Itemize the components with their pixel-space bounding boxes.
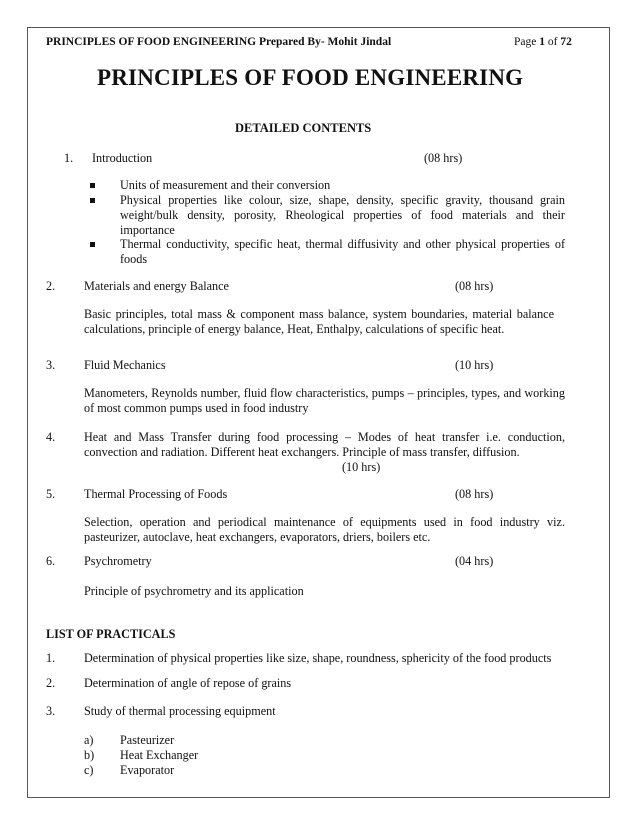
section-hours: (04 hrs)	[455, 554, 494, 568]
section-hours: (08 hrs)	[455, 487, 494, 501]
section-hours: (08 hrs)	[424, 151, 463, 165]
practical-number: 3.	[46, 704, 56, 718]
page-number	[514, 36, 572, 48]
bullet-icon	[90, 242, 95, 247]
subitem-letter: b)	[84, 748, 95, 762]
practical-text: Determination of physical properties like size, shape, roundness, sphericity of the food products	[84, 651, 552, 665]
section-hours: (08 hrs)	[455, 279, 494, 293]
section-hours: (10 hrs)	[455, 358, 494, 372]
page-prefix: Page	[514, 36, 540, 48]
section-number: 6.	[46, 554, 56, 568]
bullet-text: Units of measurement and their conversion	[120, 178, 331, 192]
page-of: of	[544, 36, 561, 48]
running-header: PRINCIPLES OF FOOD ENGINEERING Prepared By- Mohit Jindal	[46, 36, 392, 48]
practical-text: Determination of angle of repose of grains	[84, 676, 292, 690]
section-title: Thermal Processing of Foods	[84, 487, 228, 501]
section-title: Fluid Mechanics	[84, 358, 166, 372]
page-current: 1	[539, 36, 545, 48]
document-title: PRINCIPLES OF FOOD ENGINEERING	[97, 65, 524, 90]
section-number: 5.	[46, 487, 56, 501]
practical-number: 1.	[46, 651, 56, 665]
section-number: 4.	[46, 430, 56, 444]
section-title: Psychrometry	[84, 554, 152, 568]
contents-heading: DETAILED CONTENTS	[235, 121, 372, 135]
practical-number: 2.	[46, 676, 56, 690]
bullet-icon	[90, 198, 95, 203]
section-number: 1.	[64, 151, 74, 165]
section-hours: (10 hrs)	[342, 460, 381, 474]
section-body: Principle of psychrometry and its application	[84, 584, 304, 598]
section-body: Selection, operation and periodical maintenance of equipments used in food industry viz. pasteurizer, autoclave, heat exchangers, evaporators, driers, boilers etc.	[84, 515, 565, 545]
section-number: 2.	[46, 279, 56, 293]
page-total: 72	[560, 36, 572, 48]
practical-text: Study of thermal processing equipment	[84, 704, 276, 718]
section-body: Basic principles, total mass & component mass balance, system boundaries, material balance calculations, principle of energy balance, Heat, Enthalpy, calculations of specific heat.	[84, 307, 554, 337]
section-body: Heat and Mass Transfer during food processing – Modes of heat transfer i.e. conduction, convection and radiation. Different heat exchangers. Principle of mass transfer, diffusion.	[84, 430, 565, 460]
subitem-letter: a)	[84, 733, 94, 747]
bullet-icon	[90, 183, 95, 188]
bullet-text: Thermal conductivity, specific heat, thermal diffusivity and other physical properties of foods	[120, 237, 565, 267]
subitem-letter: c)	[84, 763, 94, 777]
section-title: Introduction	[92, 151, 153, 165]
section-number: 3.	[46, 358, 56, 372]
section-title: Materials and energy Balance	[84, 279, 229, 293]
subitem-text: Heat Exchanger	[120, 748, 199, 762]
subitem-text: Evaporator	[120, 763, 175, 777]
subitem-text: Pasteurizer	[120, 733, 175, 747]
section-body: Manometers, Reynolds number, fluid flow characteristics, pumps – principles, types, and working of most common pumps used in food industry	[84, 386, 565, 416]
bullet-text: Physical properties like colour, size, shape, density, specific gravity, thousand grain weight/bulk density, porosity, Rheological properties of food materials and their importance	[120, 193, 565, 238]
practicals-heading: LIST OF PRACTICALS	[46, 627, 176, 641]
